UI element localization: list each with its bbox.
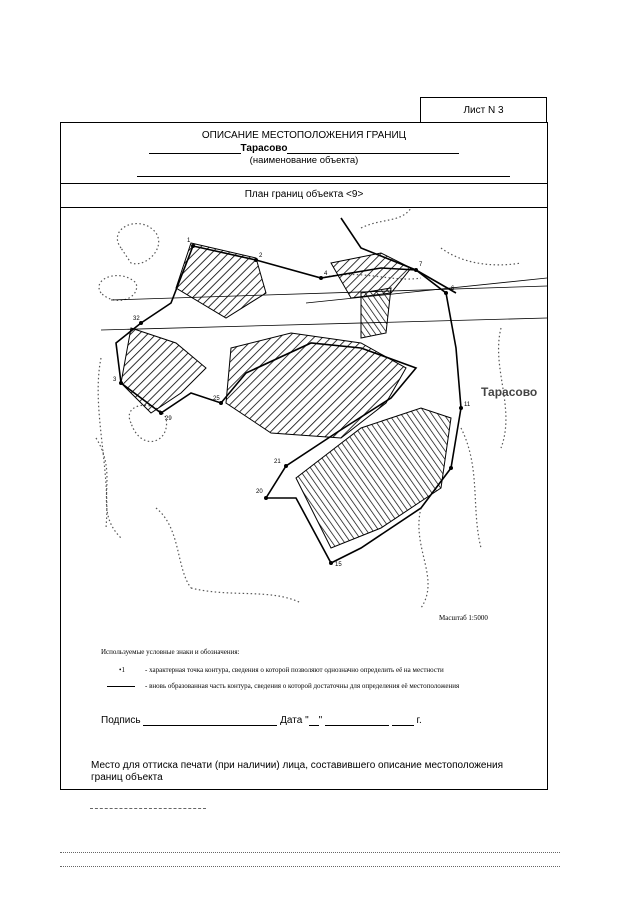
legend-symbol: •1 <box>119 666 125 674</box>
signature-field[interactable] <box>143 715 277 726</box>
point-label: 1 <box>187 238 191 244</box>
boundary-point <box>191 244 195 248</box>
date-day-field[interactable] <box>309 715 319 726</box>
stamp-area <box>61 760 547 784</box>
place-label: Тарасово <box>481 385 538 399</box>
object-name: Тарасово <box>240 143 288 154</box>
year-suffix: г. <box>416 715 422 726</box>
boundary-point <box>329 561 333 565</box>
stamp-text: Место для оттиска печати (при наличии) лица, составившего описание местоположения границ объекта <box>91 760 504 783</box>
sheet-number: Лист N 3 <box>463 104 504 116</box>
boundary-point <box>449 466 453 470</box>
object-underline <box>137 176 510 177</box>
sheet-number-box <box>420 97 547 122</box>
point-label: 20 <box>256 489 263 495</box>
point-label: 3 <box>113 377 117 383</box>
object-name-line <box>61 143 547 154</box>
plan-title: План границ объекта <9> <box>244 189 364 200</box>
form-title: ОПИСАНИЕ МЕСТОПОЛОЖЕНИЯ ГРАНИЦ <box>201 130 407 141</box>
point-label: 32 <box>133 316 140 322</box>
section-divider <box>61 183 547 184</box>
boundary-point <box>444 291 448 295</box>
boundary-plan-map <box>61 208 547 708</box>
boundary-point <box>254 258 258 262</box>
dotted-rule <box>60 852 560 853</box>
legend-text: - характерная точка контура, сведения о которой позволяют однозначно определить её на местности <box>145 666 444 674</box>
point-label: 15 <box>335 562 342 568</box>
date-month-field[interactable] <box>325 715 389 726</box>
point-label: 6 <box>451 286 455 292</box>
footnote-separator <box>90 808 206 809</box>
point-label: 11 <box>464 402 471 408</box>
boundary-point <box>319 276 323 280</box>
boundary-point <box>284 464 288 468</box>
boundary-point <box>414 268 418 272</box>
point-label: 7 <box>419 262 423 268</box>
date-year-field[interactable] <box>392 715 414 726</box>
boundary-point <box>119 381 123 385</box>
date-label: Дата " <box>280 715 309 726</box>
boundary-point <box>159 411 163 415</box>
point-label: 4 <box>324 271 328 277</box>
point-label: 29 <box>165 416 172 422</box>
legend-text: - вновь образованная часть контура, сведения о которой достаточны для определения её местоположения <box>145 682 460 690</box>
description-form <box>60 122 548 790</box>
dotted-rule <box>60 866 560 867</box>
parcel-areas <box>121 243 451 548</box>
legend-line-symbol <box>107 686 135 687</box>
point-label: 21 <box>274 459 281 465</box>
signature-label: Подпись <box>101 715 141 726</box>
point-label: 25 <box>213 396 220 402</box>
signature-row: Подпись Дата " " г. <box>101 715 422 726</box>
boundary-point <box>459 406 463 410</box>
legend-heading: Используемые условные знаки и обозначения: <box>101 648 240 656</box>
map-scale: Масштаб 1:5000 <box>439 614 488 622</box>
point-label: 2 <box>259 253 263 259</box>
grid-lines <box>101 278 547 330</box>
object-caption: (наименование объекта) <box>249 155 359 166</box>
boundary-point <box>264 496 268 500</box>
